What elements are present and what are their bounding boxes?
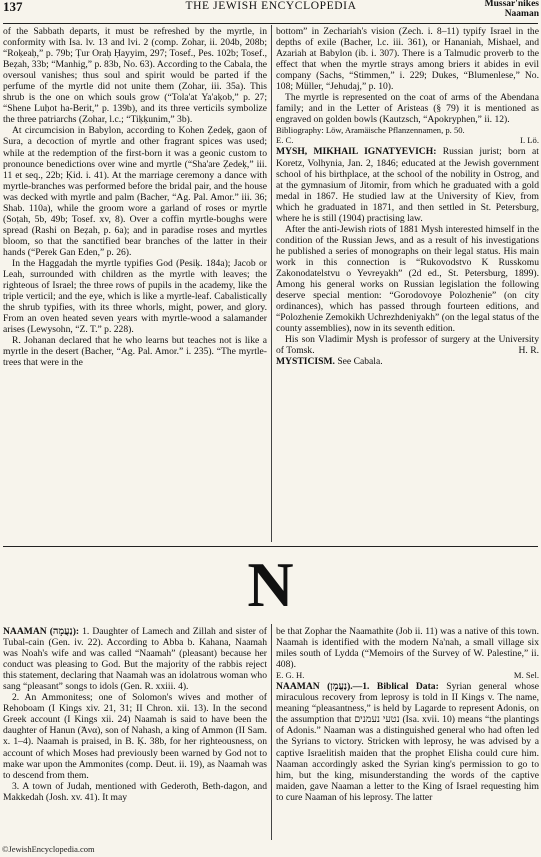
signature-right: M. Sel. xyxy=(513,670,539,681)
naamah-text-1: 1. Daughter of Lamech and Zillah and sister of Tubal-cain (Gen. iv. 22). According to Abba b. Kahana, Naamah was Noah's wife and was called “Naamah” (pleasant) because her conduct was pleasing to God. But the majority of the rabbis reject this statement, declaring that Naamah was an idolatrous woman who sang “pleasant” songs to idols (Gen. R. xxiii. 4). xyxy=(3,626,267,693)
section-letter: N xyxy=(247,549,294,620)
mysh-text-1: Russian jurist; born at Koretz, Volhynia, Jan. 2, 1846; educated at the Jewish government school of his birthplace, at the school of the nobility in Ostrog, and at the gymnasium of Jitomir, from which he graduated with a gold medal in 1867. He studied law at the University of Kiev, from which he graduated in 1871, and then settled in St. Petersburg, where he is still (1904) practising law. xyxy=(276,146,539,224)
mysticism-entry xyxy=(276,356,539,367)
running-head xyxy=(485,0,539,19)
mysh-son-text: His son Vladimir Mysh is professor of surgery at the University of Tomsk. xyxy=(276,334,539,357)
naaman-entry xyxy=(276,681,539,803)
myrtle-signature xyxy=(276,135,539,146)
myrtle-paragraph-3: In the Haggadah the myrtle typifies God (Pesiḳ. 184a); Jacob or Leah, surrounded with children as the myrtle with leaves; the righteous of Israel; the three rows of pupils in the academy, like the triple verticil; and the eye, which is like a myrtle-leaf. Cabalistically the shrub typifies, with its three whorls, might, power, and glory. From an oven heated seven years with myrtle-wood a salamander arises (Lewysohn, “Z. T.” p. 228). xyxy=(3,257,267,336)
journal-title: THE JEWISH ENCYCLOPEDIA xyxy=(185,0,357,12)
mysh-entry xyxy=(276,146,539,223)
copyright-credit: ©JewishEncyclopedia.com xyxy=(2,844,95,854)
naamah-heading: NAAMAN (נַעֲמָה): xyxy=(3,626,80,637)
running-head-first: Mussar'nikes xyxy=(484,0,539,9)
bottom-column-divider xyxy=(271,624,272,840)
section-rule xyxy=(3,546,538,547)
mysticism-reference: See Cabala. xyxy=(337,356,383,368)
naaman-subheading: —1. Biblical Data: xyxy=(352,681,439,693)
header-rule xyxy=(3,23,538,24)
page-header xyxy=(3,0,539,19)
top-left-column xyxy=(3,26,267,368)
myrtle-paragraph-5: bottom” in Zechariah's vision (Zech. i. 8–11) typify Israel in the depths of exile (Bacher, l.c. iii. 361), or Hananiah, Mishael, and Azariah at Babylon (ib. i. 307). There is a Talmudic proverb to the effect that when the myrtle strays among briers it abides in evil company (Sachs, “Stimmen,” i. 229; Dukes, “Blumenlese,” No. 108; Müller, “Jehudaj,” p. 10). xyxy=(276,26,539,93)
mysh-signature: H. R. xyxy=(518,345,539,357)
bibliography: Bibliography: Löw, Aramäische Pflanzennamen, p. 50. xyxy=(276,125,465,136)
signature-left: E. C. xyxy=(276,135,294,146)
page-number: 137 xyxy=(3,0,23,14)
myrtle-paragraph-4: R. Johanan declared that he who learns but teaches not is like a myrtle in the desert (Bacher, “Ag. Pal. Amor.” i. 235). “The myrtle-trees that were in the xyxy=(3,335,267,369)
signature-left: E. G. H. xyxy=(276,670,305,681)
naamah-text-2: 2. An Ammonitess; one of Solomon's wives and mother of Rehoboam (I Kings xiv. 21, 31; II Chron. xii. 13). In the second Greek account (I Kings xii. 24) Naamah is said to have been the daughter of Hanun (Ἀνα), son of Nahash, a king of Ammon (II Sam. x. 1–4). Naamah is praised, in B. Ḳ. 38b, for her righteousness, on account of which Moses had previously been warned by God not to make war upon the Ammonites (comp. Deut. ii. 19), as Naamah was to descend from them. xyxy=(3,692,267,781)
mysh-text-2: After the anti-Jewish riots of 1881 Mysh interested himself in the condition of the Russian Jews, and as a result of his investigations he published a series of monographs on their legal status. His main work in this connection is “Rukovodstvo K Russkomu Zakonodatelstvu o Yevreyakh” (2d ed., St. Petersburg, 1899). Among his general works on Russian legislation the following deserve special mention: “Gorodovoye Polozhenie” (on city ordinances), which has passed through fourteen editions, and “Polozhenie Zemokikh Uchrezhdeniyakh” (on the legal status of the county assemblies), now in its seventh edition. xyxy=(276,223,539,335)
myrtle-paragraph-6: The myrtle is represented on the coat of arms of the Abendana family; and in the Letter of Aristeas (§ 79) it is mentioned as engraved on golden bowls (Kautzsch, “Apokryphen,” ii. 12). xyxy=(276,92,539,126)
naamah-signature xyxy=(276,670,539,681)
naamah-text-4: be that Zophar the Naamathite (Job ii. 11) was a native of this town. Naamah is identified with the modern Na'nah, a small village six miles south of Lydda (“Memoirs of the Survey of W. Palestine,” ii. 408). xyxy=(276,626,539,671)
myrtle-paragraph-2: At circumcision in Babylon, according to Kohen Ẓedeḳ, gaon of Sura, a decoction of myrtle and other fragrant spices was used; while at the redemption of the first-born it was a geonic custom to pronounce benedictions over wine and myrtle (“Sha'are Ẓedeḳ,” iii. 11 et seq., 22b; Ḳid. i. 41). At the marriage ceremony a dance with myrtle-branches was performed before the bridal pair, and the house was decked with myrtle and palm (Bacher, “Ag. Pal. Amor.” iii. 36; Shab. 110a), while the groom wore a garland of roses or myrtle (Soṭah, 5b, 49b; Tosef. xv, 8). Over a coffin myrtle-boughs were spread (Rashi on Beẓah, p. 6a); and in paradise roses and myrtles bloom, so that the sanctified bear branches of the latter in their hands (“Perek Gan Eden,” p. 26). xyxy=(3,125,267,258)
bottom-left-column xyxy=(3,626,267,803)
naaman-heading: NAAMAN (נַעֲמָן). xyxy=(276,681,353,693)
mysh-text-3 xyxy=(276,334,539,356)
naaman-text: Syrian general whose miraculous recovery from leprosy is told in II Kings v. The name, meaning “pleasantness,” is held by Lagarde to represent Adonis, on the assumption that נטעי נעמנים (Isa. xvii. 10) means “the plantings of Adonis.” Naaman was a distinguished general who had often led the Syrians to victory. Stricken with leprosy, he was advised by a captive Israelitish maiden that the prophet Elisha could cure him. Naaman accordingly asked the Syrian king's permission to go to him, but the king, misunderstanding the words of the captive maiden, gave Naaman a letter to the King of Israel requesting him to cure Naaman of his leprosy. The latter xyxy=(276,681,539,803)
top-right-column xyxy=(276,26,539,367)
naamah-entry xyxy=(3,626,267,692)
bottom-right-column xyxy=(276,626,539,803)
mysh-heading: MYSH, MIKHAIL IGNATYEVICH: xyxy=(276,146,437,158)
top-column-divider xyxy=(271,25,272,542)
running-head-last: Naaman xyxy=(504,9,539,19)
signature-right: I. Lö. xyxy=(520,135,539,146)
mysticism-heading: MYSTICISM. xyxy=(276,356,335,368)
naamah-text-3: 3. A town of Judah, mentioned with Gederoth, Beth-dagon, and Makkedah (Josh. xv. 41). It may xyxy=(3,780,267,803)
myrtle-paragraph-1: of the Sabbath departs, it must be refreshed by the myrtle, in conformity with Isa. lv. 13 and lvi. 2 (comp. Zohar, ii. 204b, 208b; “Roḳeaḥ,” p. 79b; Ṭur Oraḥ Ḥayyim, 297; Tosef., Pes. 102b; Tosef., Beẓah, 33b; “Manhig,” p. 83b, No. 63). According to the Cabala, the oversoul vanishes; thus soul and spirit would be parted if the perfume of the myrtle did not unite them (Zohar, iii. 35a). This shrub is the one on which souls grow (“Tola'at Ya'aḳob,” p. 27; “Shene Luḥot ha-Berit,” p. 139b), and its three verticils symbolize the three patriarchs (Zohar, l.c.; “Tiḳḳunim,” 3b). xyxy=(3,26,267,126)
